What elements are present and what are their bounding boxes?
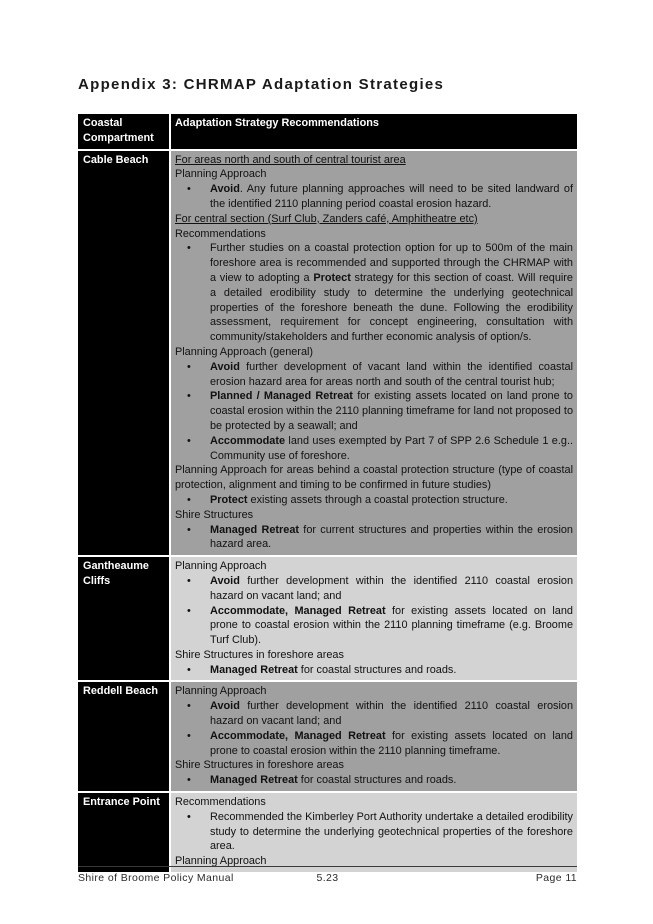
bullet-icon: •	[187, 574, 191, 587]
bullet-item	[175, 729, 573, 759]
compartment-cell: Reddell Beach	[78, 682, 169, 791]
bullet-item	[175, 523, 573, 553]
content-line	[175, 345, 573, 360]
footer-page-number: Page 11	[535, 872, 578, 884]
bullet-icon: •	[187, 242, 191, 255]
bullet-icon: •	[187, 810, 191, 823]
bullet-icon: •	[187, 774, 191, 787]
compartment-cell: Cable Beach	[78, 151, 169, 556]
table-row	[78, 557, 577, 680]
line-text: Planning Approach	[175, 855, 267, 868]
line-text: Accommodate land uses exempted by Part 7 of SPP 2.6 Schedule 1 e.g.. Community use of foreshore.	[210, 434, 573, 462]
footer-section-number: 5.23	[316, 872, 339, 884]
bullet-item	[175, 434, 573, 464]
line-text: Avoid further development within the identified 2110 coastal erosion hazard on vacant land; and	[210, 574, 573, 602]
line-text: Recommendations	[175, 796, 266, 809]
table-row	[78, 793, 577, 872]
line-text: Avoid. Any future planning approaches will need to be sited landward of the identified 2110 planning period coastal erosion hazard.	[210, 183, 573, 210]
line-text: Protect existing assets through a coastal protection structure.	[210, 493, 508, 506]
compartment-cell: Gantheaume Cliffs	[78, 557, 169, 680]
bullet-item	[175, 604, 573, 648]
line-text: Planning Approach (general)	[175, 345, 314, 358]
content-line	[175, 684, 573, 699]
line-text: Accommodate, Managed Retreat for existing assets located on land prone to coastal erosion within the 2110 planning timeframe.	[210, 729, 573, 757]
line-text: Planning Approach for areas behind a coastal protection structure (type of coastal protection, alignment and timing to be confirmed in future studies)	[175, 464, 573, 492]
page-footer	[78, 866, 577, 884]
bullet-item	[175, 493, 573, 508]
content-line	[175, 167, 573, 182]
header-coastal-compartment: Coastal Compartment	[78, 114, 169, 149]
table-body	[78, 151, 577, 872]
bullet-icon: •	[187, 663, 191, 676]
bullet-item	[175, 699, 573, 729]
bullet-item	[175, 360, 573, 390]
content-line	[175, 153, 573, 168]
content-line	[175, 212, 573, 227]
line-text: Managed Retreat for coastal structures and roads.	[210, 663, 457, 676]
table-row	[78, 682, 577, 791]
compartment-cell: Entrance Point	[78, 793, 169, 872]
content-line	[175, 758, 573, 773]
line-text: Shire Structures	[175, 508, 254, 521]
bullet-icon: •	[187, 729, 191, 742]
bullet-item	[175, 389, 573, 433]
content-line	[175, 795, 573, 810]
bullet-item	[175, 773, 573, 788]
bullet-icon: •	[187, 700, 191, 713]
bullet-icon: •	[187, 493, 191, 506]
recommendations-cell	[171, 151, 577, 556]
line-text: Planned / Managed Retreat for existing assets located on land prone to coastal erosion within the 2110 planning timeframe for land not proposed to be protected by a seawall; and	[210, 390, 573, 432]
line-text: Further studies on a coastal protection option for up to 500m of the main foreshore area is recommended and supported through the CHRMAP with a view to adopting a Protect strategy for this section of coast. Will require a detailed erodibility study to determine the underlying geotechnical properties of the foreshore beneath the dune. Following the erodibility assessment, requirement for concept engineering, consultation with community/stakeholders and further economic analysis of option/s.	[210, 242, 573, 344]
bullet-icon: •	[187, 183, 191, 196]
bullet-item	[175, 574, 573, 604]
content-line	[175, 227, 573, 242]
table-header-row	[78, 114, 577, 149]
table-row	[78, 151, 577, 556]
line-text: Recommended the Kimberley Port Authority undertake a detailed erodibility study to determine the underlying geotechnical properties of the foreshore area.	[210, 810, 573, 853]
content-line	[175, 463, 573, 493]
line-text: Recommendations	[175, 227, 266, 240]
content-line	[175, 648, 573, 663]
line-text: Planning Approach	[175, 685, 267, 698]
line-text: Avoid further development of vacant land within the identified coastal erosion hazard area for areas north and south of the central tourist hub;	[210, 360, 573, 388]
bullet-icon: •	[187, 604, 191, 617]
header-adaptation-strategy-recommendations: Adaptation Strategy Recommendations	[171, 114, 577, 149]
bullet-icon: •	[187, 434, 191, 447]
line-text: Managed Retreat for current structures and properties within the erosion hazard area.	[210, 523, 573, 551]
bullet-item	[175, 182, 573, 212]
bullet-item	[175, 810, 573, 854]
line-text: For central section (Surf Club, Zanders café, Amphitheatre etc)	[175, 212, 478, 225]
recommendations-cell	[171, 793, 577, 872]
bullet-icon: •	[187, 360, 191, 373]
bullet-item	[175, 663, 573, 678]
line-text: Shire Structures in foreshore areas	[175, 759, 344, 772]
line-text: Shire Structures in foreshore areas	[175, 648, 344, 661]
recommendations-cell	[171, 557, 577, 680]
bullet-icon: •	[187, 390, 191, 403]
adaptation-strategies-table	[78, 114, 577, 872]
content-line	[175, 508, 573, 523]
line-text: Avoid further development within the identified 2110 coastal erosion hazard on vacant land; and	[210, 700, 573, 728]
line-text: Managed Retreat for coastal structures and roads.	[210, 774, 457, 787]
page-title: Appendix 3: CHRMAP Adaptation Strategies	[78, 76, 445, 93]
content-line	[175, 559, 573, 574]
line-text: For areas north and south of central tourist area	[175, 153, 406, 166]
footer-document-title: Shire of Broome Policy Manual	[78, 872, 234, 884]
line-text: Planning Approach	[175, 168, 267, 181]
line-text: Planning Approach	[175, 560, 267, 573]
bullet-item	[175, 241, 573, 345]
recommendations-cell	[171, 682, 577, 791]
line-text: Accommodate, Managed Retreat for existing assets located on land prone to coastal erosion within the 2110 planning timeframe (e.g. Broome Turf Club).	[210, 604, 573, 647]
bullet-icon: •	[187, 523, 191, 536]
